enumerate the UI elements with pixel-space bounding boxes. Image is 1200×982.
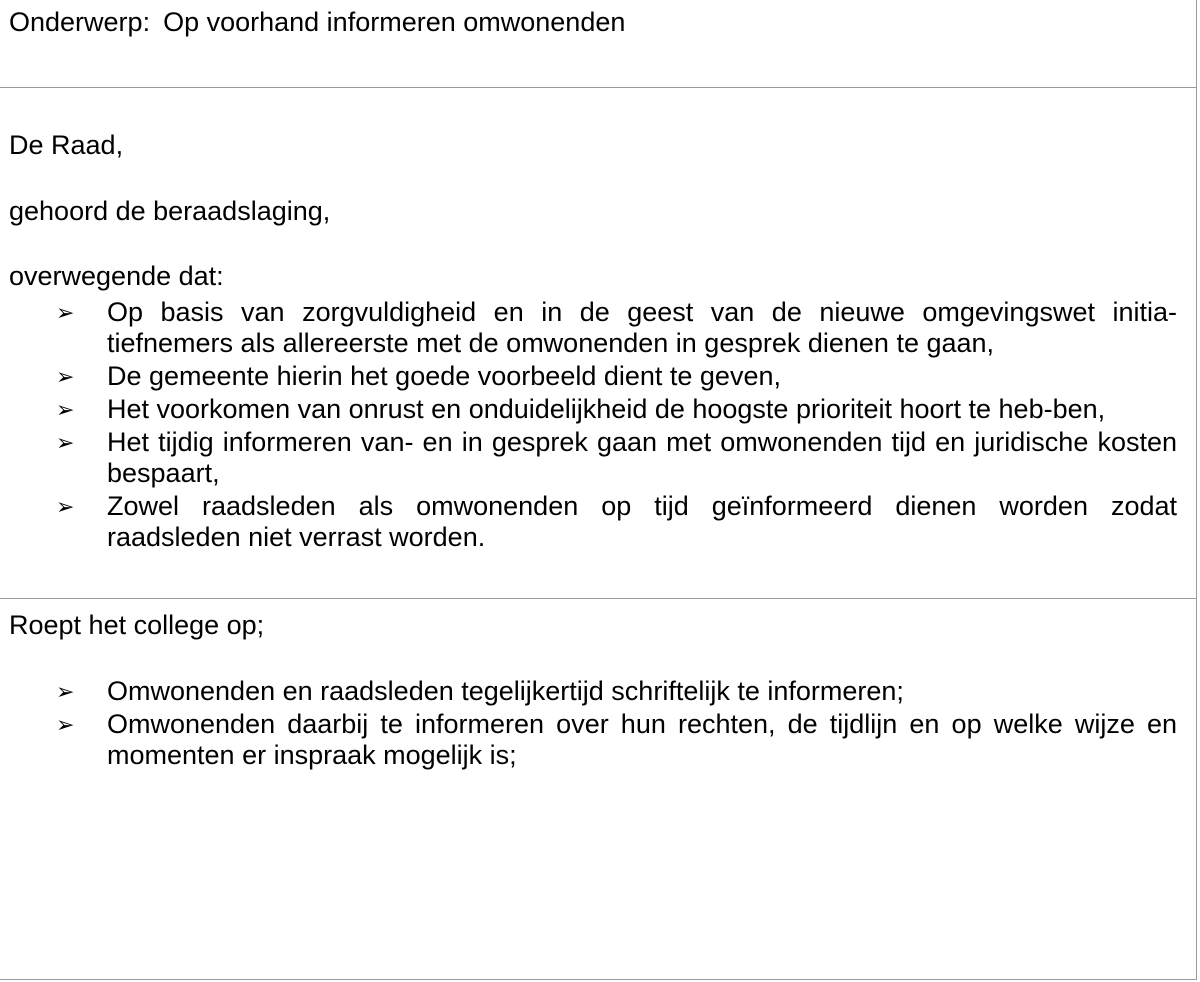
arrow-bullet-icon: ➢ — [56, 495, 75, 520]
list-item — [0, 394, 1197, 425]
action-text: Omwonenden daarbij te informeren over hun rechten, de tijdlijn en op welke wijze en momenten er inspraak mogelijk is; — [107, 709, 1177, 770]
list-item — [0, 709, 1197, 771]
subject-section — [0, 0, 1197, 88]
list-item — [0, 297, 1197, 359]
addressee-text: De Raad, — [9, 130, 124, 160]
consideration-text: Zowel raadsleden als omwonenden op tijd geïnformeerd dienen worden zodat raadsleden niet verrast worden. — [107, 491, 1177, 552]
arrow-bullet-icon: ➢ — [56, 431, 75, 456]
call-heading: Roept het college op; — [9, 610, 265, 640]
consideration-text: Op basis van zorgvuldigheid en in de geest van de nieuwe omgevingswet initia-tiefnemers als allereerste met de omwonenden in gesprek dienen te gaan, — [107, 297, 1177, 358]
arrow-bullet-icon: ➢ — [56, 713, 75, 738]
subject-title: Op voorhand informeren omwonenden — [163, 7, 626, 37]
action-text: Omwonenden en raadsleden tegelijkertijd schriftelijk te informeren; — [107, 676, 904, 706]
subject-label: Onderwerp: — [9, 7, 151, 37]
considerations-list — [0, 297, 1197, 555]
subject-line — [9, 7, 625, 38]
considering-text: overwegende dat: — [9, 261, 224, 291]
list-item — [0, 491, 1197, 553]
consideration-text: De gemeente hierin het goede voorbeeld dient te geven, — [107, 361, 781, 391]
heard-text: gehoord de beraadslaging, — [9, 196, 331, 226]
arrow-bullet-icon: ➢ — [56, 680, 75, 705]
call-section — [0, 599, 1197, 980]
arrow-bullet-icon: ➢ — [56, 365, 75, 390]
consideration-text: Het voorkomen van onrust en onduidelijkheid de hoogste prioriteit hoort te heb-ben, — [107, 394, 1106, 424]
list-item — [0, 676, 1197, 707]
consideration-text: Het tijdig informeren van- en in gesprek gaan met omwonenden tijd en juridische kosten bespaart, — [107, 427, 1177, 488]
preamble-section — [0, 88, 1197, 599]
actions-list — [0, 676, 1197, 773]
list-item — [0, 361, 1197, 392]
list-item — [0, 427, 1197, 489]
arrow-bullet-icon: ➢ — [56, 301, 75, 326]
arrow-bullet-icon: ➢ — [56, 398, 75, 423]
